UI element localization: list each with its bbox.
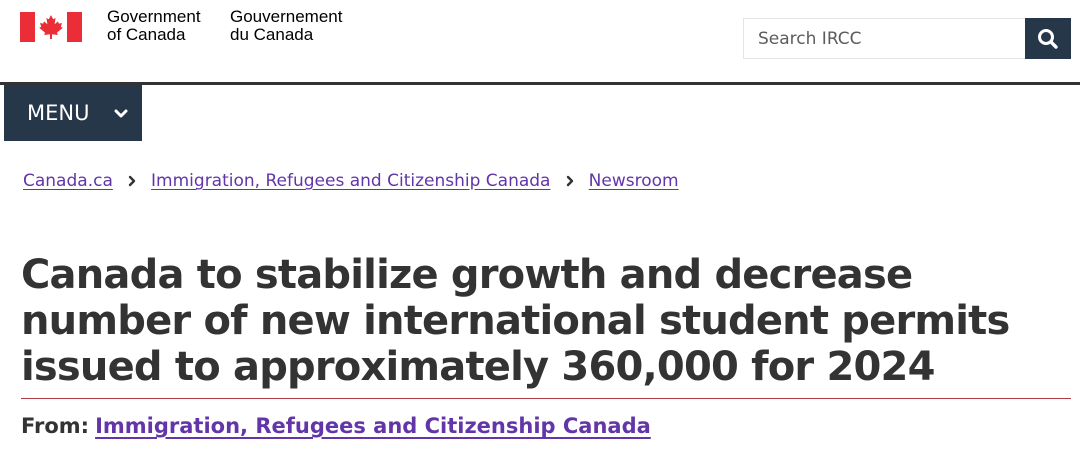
chevron-down-icon: [114, 109, 128, 119]
search-button[interactable]: [1025, 18, 1071, 59]
search-icon: [1025, 18, 1071, 59]
signature-english[interactable]: [107, 8, 201, 44]
menu-label: MENU: [27, 101, 90, 125]
from-department-link[interactable]: Immigration, Refugees and Citizenship Canada: [95, 414, 651, 438]
signature-french[interactable]: [230, 8, 342, 44]
search-input[interactable]: [743, 18, 1025, 59]
breadcrumb: [23, 169, 679, 193]
signature-fr-line2: du Canada: [230, 25, 314, 44]
menu-button[interactable]: [4, 85, 142, 141]
chevron-right-icon: [556, 172, 584, 191]
signature-fr-line1: Gouvernement: [230, 7, 343, 26]
breadcrumb-link-ircc[interactable]: Immigration, Refugees and Citizenship Canada: [151, 171, 551, 191]
title-underline: [21, 398, 1071, 399]
from-label: From:: [21, 414, 90, 438]
breadcrumb-link-newsroom[interactable]: Newsroom: [588, 171, 679, 191]
signature-en-line2: of Canada: [107, 25, 186, 44]
canada-flag-icon[interactable]: [20, 12, 82, 42]
site-header: [0, 0, 1080, 82]
signature-en-line1: Government: [107, 7, 201, 26]
header-divider: [0, 82, 1080, 85]
from-line: [21, 412, 651, 440]
page-title: Canada to stabilize growth and decrease number of new international student permits issued to approximately 360,000 for 2024: [21, 252, 1010, 390]
chevron-right-icon: [118, 172, 146, 191]
breadcrumb-link-canada-ca[interactable]: Canada.ca: [23, 171, 113, 191]
